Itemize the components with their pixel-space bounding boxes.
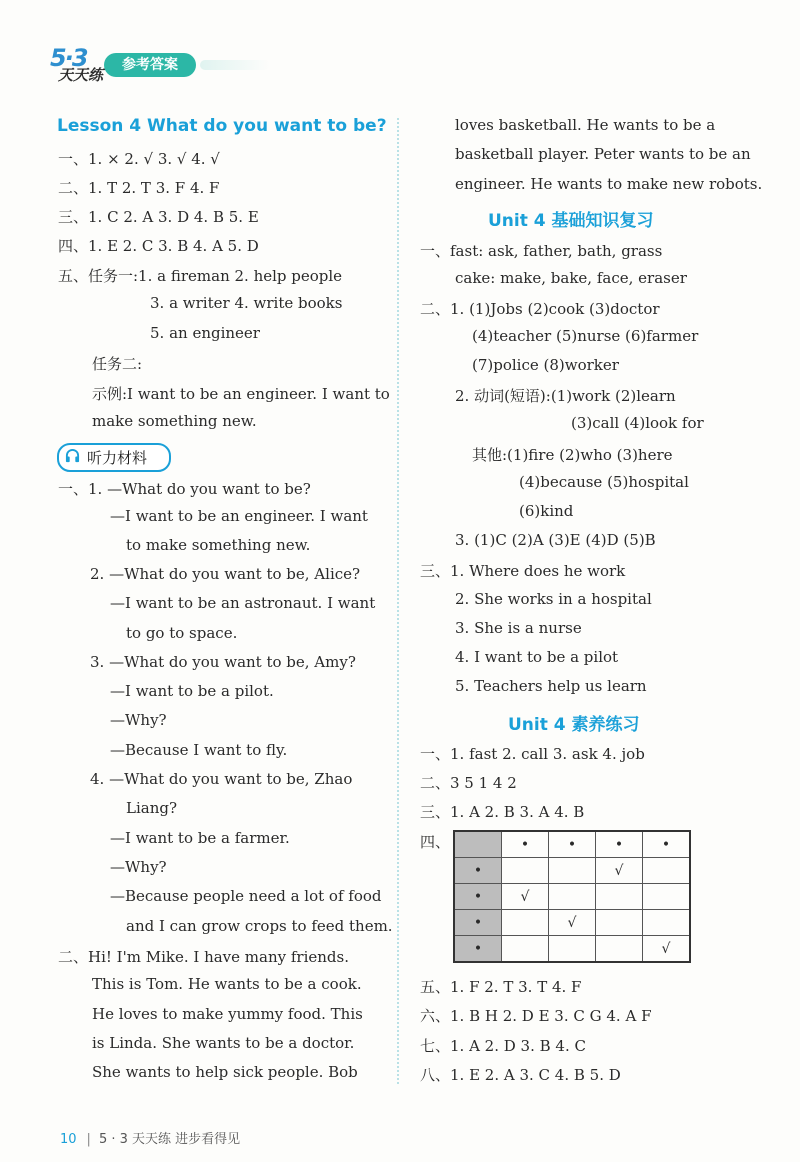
page-number: 10 [60, 1132, 77, 1147]
answer-line: 四、 [420, 833, 451, 851]
logo-text: 天天练 [58, 66, 104, 84]
unit-practice-title: Unit 4 素养练习 [508, 715, 640, 735]
listening-label: 听力材料 [87, 449, 148, 467]
answer-line: 五、1. F 2. T 3. T 4. F [420, 978, 582, 996]
transcript-line: He loves to make yummy food. This [92, 1005, 363, 1023]
logo-mark: 5·3 [50, 44, 87, 72]
grid-cell: • [454, 858, 502, 884]
grid-cell: • [454, 910, 502, 936]
grid-cell [502, 858, 549, 884]
answer-line: 二、1. (1)Jobs (2)cook (3)doctor [420, 300, 660, 318]
grid-cell: • [454, 936, 502, 963]
answer-line: 示例:I want to be an engineer. I want to [92, 385, 390, 403]
answer-line: cake: make, bake, face, eraser [455, 269, 687, 287]
answer-line: 2. 动词(短语):(1)work (2)learn [455, 387, 676, 405]
answer-line: 三、1. A 2. B 3. A 4. B [420, 803, 585, 821]
answer-line: (3)call (4)look for [571, 414, 704, 432]
answer-line: 二、3 5 1 4 2 [420, 774, 517, 792]
brand-logo [44, 44, 110, 86]
transcript-line: —Because people need a lot of food [110, 887, 382, 905]
answer-line: 3. She is a nurse [455, 619, 582, 637]
answer-line: (7)police (8)worker [472, 356, 619, 374]
answer-line: 四、1. E 2. C 3. B 4. A 5. D [58, 237, 259, 255]
answer-line: 一、fast: ask, father, bath, grass [420, 242, 663, 260]
lesson-title: Lesson 4 What do you want to be? [57, 116, 387, 136]
answer-line: (4)because (5)hospital [519, 473, 689, 491]
grid-cell: √ [643, 936, 691, 963]
transcript-line: basketball player. Peter wants to be an [455, 145, 751, 163]
headphones-icon [65, 448, 80, 463]
transcript-line: —Why? [110, 858, 167, 876]
answer-line: 4. I want to be a pilot [455, 648, 619, 666]
answer-line: 六、1. B H 2. D E 3. C G 4. A F [420, 1007, 652, 1025]
grid-row [454, 858, 690, 884]
grid-row [454, 910, 690, 936]
answer-line: 三、1. C 2. A 3. D 4. B 5. E [58, 208, 259, 226]
answer-line: 一、1. fast 2. call 3. ask 4. job [420, 745, 645, 763]
listening-badge [57, 443, 171, 472]
answer-line: 5. an engineer [150, 324, 260, 342]
page-footer [60, 1128, 240, 1147]
grid-cell: √ [596, 858, 643, 884]
footer-slogan: 5 · 3 天天练 进步看得见 [98, 1132, 241, 1147]
grid-cell [596, 884, 643, 910]
answer-line: 2. She works in a hospital [455, 590, 652, 608]
transcript-line: loves basketball. He wants to be a [455, 116, 716, 134]
transcript-line: 二、Hi! I'm Mike. I have many friends. [58, 948, 349, 966]
grid-row [454, 936, 690, 963]
answer-line: 八、1. E 2. A 3. C 4. B 5. D [420, 1066, 621, 1084]
transcript-line: —Why? [110, 711, 167, 729]
grid-cell [549, 858, 596, 884]
transcript-line: 2. —What do you want to be, Alice? [90, 565, 361, 583]
grid-cell: • [549, 831, 596, 858]
grid-cell [643, 910, 691, 936]
transcript-line: This is Tom. He wants to be a cook. [92, 975, 362, 993]
answer-line: 一、1. × 2. √ 3. √ 4. √ [58, 150, 220, 168]
transcript-line: to go to space. [126, 624, 238, 642]
answer-line: 5. Teachers help us learn [455, 677, 647, 695]
transcript-line: Liang? [126, 799, 178, 817]
transcript-line: —I want to be a pilot. [110, 682, 274, 700]
answer-line: 3. a writer 4. write books [150, 294, 343, 312]
answer-line: make something new. [92, 412, 257, 430]
grid-cell [502, 936, 549, 963]
grid-cell [549, 936, 596, 963]
transcript-line: to make something new. [126, 536, 311, 554]
grid-cell [643, 858, 691, 884]
grid-row [454, 884, 690, 910]
grid-cell: • [502, 831, 549, 858]
transcript-line: 3. —What do you want to be, Amy? [90, 653, 356, 671]
answer-line: (4)teacher (5)nurse (6)farmer [472, 327, 699, 345]
grid-cell [454, 831, 502, 858]
transcript-line: 一、1. —What do you want to be? [58, 480, 311, 498]
answer-key-badge: 参考答案 [104, 53, 196, 77]
transcript-line: —I want to be a farmer. [110, 829, 290, 847]
answer-line: 七、1. A 2. D 3. B 4. C [420, 1037, 586, 1055]
grid-cell [596, 936, 643, 963]
answer-line: 五、任务一:1. a fireman 2. help people [58, 267, 343, 285]
transcript-line: 4. —What do you want to be, Zhao [90, 770, 353, 788]
grid-cell: • [596, 831, 643, 858]
transcript-line: —I want to be an engineer. I want [110, 507, 368, 525]
answer-line: 二、1. T 2. T 3. F 4. F [58, 179, 220, 197]
unit-review-title: Unit 4 基础知识复习 [488, 211, 654, 231]
transcript-line: —Because I want to fly. [110, 741, 288, 759]
column-divider [397, 118, 399, 1084]
grid-cell: √ [502, 884, 549, 910]
grid-cell: √ [549, 910, 596, 936]
transcript-line: engineer. He wants to make new robots. [455, 175, 763, 193]
grid-cell [596, 910, 643, 936]
matching-grid [453, 830, 691, 963]
transcript-line: is Linda. She wants to be a doctor. [92, 1034, 355, 1052]
grid-cell: • [643, 831, 691, 858]
transcript-line: and I can grow crops to feed them. [126, 917, 393, 935]
answer-line: 任务二: [92, 355, 143, 373]
transcript-line: She wants to help sick people. Bob [92, 1063, 358, 1081]
answer-line: 三、1. Where does he work [420, 562, 626, 580]
transcript-line: —I want to be an astronaut. I want [110, 594, 376, 612]
footer-separator: | [86, 1132, 91, 1147]
answer-line: 3. (1)C (2)A (3)E (4)D (5)B [455, 531, 656, 549]
grid-row [454, 831, 690, 858]
grid-cell [502, 910, 549, 936]
grid-cell: • [454, 884, 502, 910]
grid-cell [643, 884, 691, 910]
answer-line: (6)kind [519, 502, 574, 520]
answer-line: 其他:(1)fire (2)who (3)here [472, 446, 673, 464]
grid-cell [549, 884, 596, 910]
badge-fade-decoration [200, 60, 270, 70]
